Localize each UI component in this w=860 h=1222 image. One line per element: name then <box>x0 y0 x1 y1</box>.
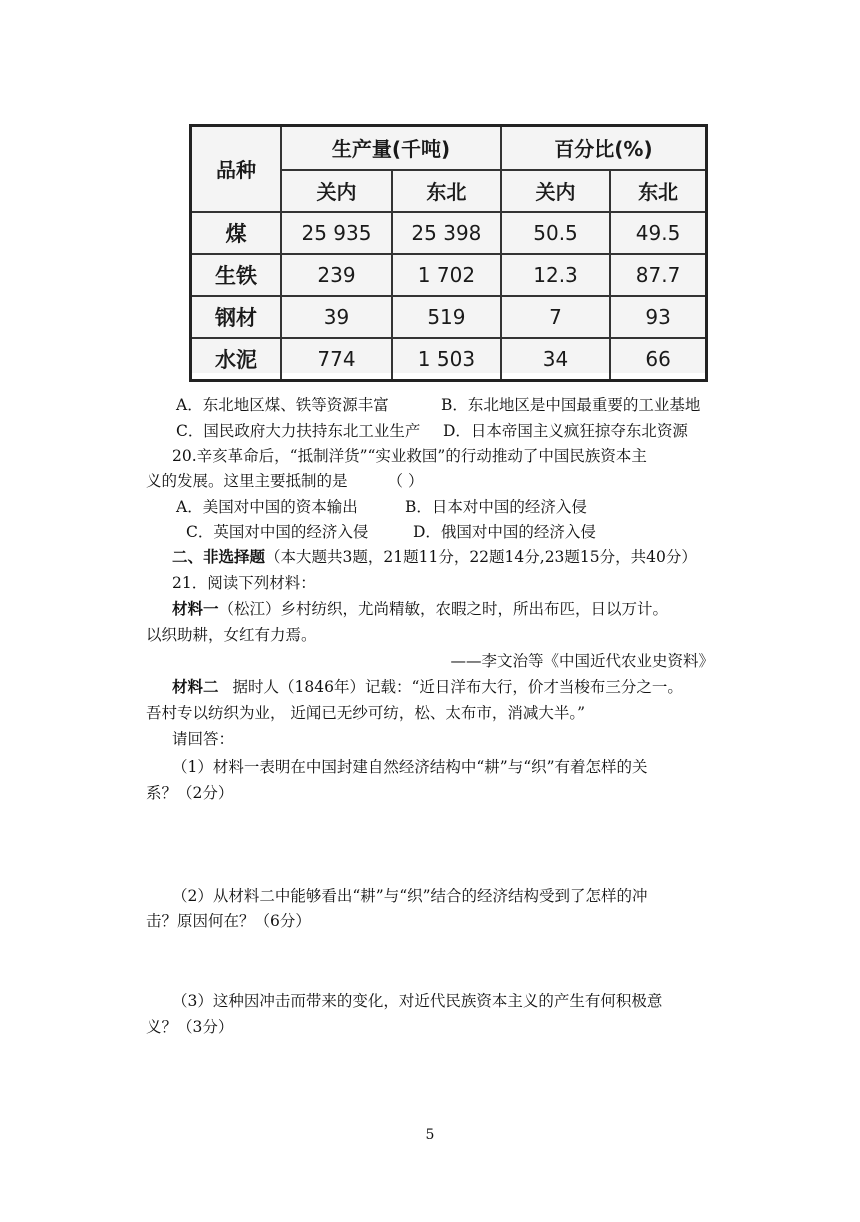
q20-option-d: D．俄国对中国的经济入侵 <box>413 523 596 541</box>
production-table-image <box>189 124 708 373</box>
material1-source: ——李文治等《中国近代农业史资料》 <box>450 652 714 670</box>
table-cell: 87.7 <box>610 254 706 296</box>
q21-intro: 21．阅读下列材料： <box>172 574 316 592</box>
subheader-dongbei-prod: 东北 <box>392 170 501 212</box>
table-row <box>191 296 707 338</box>
table-cell: 39 <box>281 296 392 338</box>
table-cell: 34 <box>501 338 610 381</box>
row-label: 水泥 <box>191 338 282 381</box>
table-row <box>191 212 707 254</box>
q21-material2-line1 <box>172 676 683 698</box>
q20-stem-text: 义的发展。这里主要抵制的是 <box>146 472 348 490</box>
q19-option-d: D．日本帝国主义疯狂掠夺东北资源 <box>443 422 688 440</box>
header-variety: 品种 <box>191 126 282 212</box>
page-number: 5 <box>425 1127 435 1143</box>
row-label: 钢材 <box>191 296 282 338</box>
table-cell: 774 <box>281 338 392 381</box>
row-label: 生铁 <box>191 254 282 296</box>
table-cell: 50.5 <box>501 212 610 254</box>
table-cell: 93 <box>610 296 706 338</box>
q20-answer-paren: （ ） <box>387 472 424 490</box>
table-cell: 1 503 <box>392 338 501 381</box>
row-label: 煤 <box>191 212 282 254</box>
table-cell: 7 <box>501 296 610 338</box>
q21-subq1-line1: （1）材料一表明在中国封建自然经济结构中“耕”与“织”有着怎样的关 <box>172 758 648 776</box>
q20-option-c: C．英国对中国的经济入侵 <box>186 523 369 541</box>
material1-text: （松江）乡村纺织，尤尚精敏，农暇之时，所出布匹，日以万计。 <box>218 600 669 618</box>
subheader-dongbei-pct: 东北 <box>610 170 706 212</box>
subheader-guannei-pct: 关内 <box>501 170 610 212</box>
q21-material1-line2: 以织助耕，女红有力焉。 <box>146 626 317 644</box>
material2-label: 材料二 <box>172 677 219 696</box>
table-row <box>191 338 707 381</box>
q19-option-c: C．国民政府大力扶持东北工业生产 <box>176 422 421 440</box>
q21-subq1-line2: 系？（2分） <box>146 784 234 802</box>
header-production: 生产量(千吨) <box>281 126 501 170</box>
q21-material1-line1 <box>172 598 668 620</box>
table-row <box>191 254 707 296</box>
table-cell: 66 <box>610 338 706 381</box>
production-table <box>189 124 708 382</box>
q20-option-b: B．日本对中国的经济入侵 <box>405 498 587 516</box>
section2-heading <box>172 546 697 568</box>
table-cell: 239 <box>281 254 392 296</box>
table-cell: 49.5 <box>610 212 706 254</box>
subheader-guannei-prod: 关内 <box>281 170 392 212</box>
q21-subq2-line2: 击？原因何在？（6分） <box>146 912 311 930</box>
section2-note: （本大题共3题，21题11分，22题14分,23题15分，共40分） <box>265 548 697 566</box>
q21-ask: 请回答： <box>172 730 235 748</box>
header-percent: 百分比(%) <box>501 126 707 170</box>
table-cell: 12.3 <box>501 254 610 296</box>
q21-subq3-line1: （3）这种因冲击而带来的变化，对近代民族资本主义的产生有何积极意 <box>172 992 663 1010</box>
material1-label: 材料一 <box>172 599 219 618</box>
q20-stem-line2 <box>146 470 423 492</box>
table-cell: 25 935 <box>281 212 392 254</box>
q19-option-b: B．东北地区是中国最重要的工业基地 <box>441 396 701 414</box>
q20-option-a: A．美国对中国的资本输出 <box>176 498 358 516</box>
q21-subq2-line1: （2）从材料二中能够看出“耕”与“织”结合的经济结构受到了怎样的冲 <box>172 887 648 905</box>
q20-stem-line1: 20.辛亥革命后，“抵制洋货”“实业救国”的行动推动了中国民族资本主 <box>172 447 647 465</box>
table-cell: 519 <box>392 296 501 338</box>
material2-text: 据时人（1846年）记载：“近日洋布大行，价才当梭布三分之一。 <box>232 678 683 696</box>
section2-title: 二、非选择题 <box>172 547 266 566</box>
table-cell: 25 398 <box>392 212 501 254</box>
table-cell: 1 702 <box>392 254 501 296</box>
q19-option-a: A．东北地区煤、铁等资源丰富 <box>176 396 389 414</box>
q21-material2-line2: 吾村专以纺织为业， 近闻已无纱可纺，松、太布市，消减大半。” <box>146 704 586 722</box>
q21-subq3-line2: 义？（3分） <box>146 1018 234 1036</box>
